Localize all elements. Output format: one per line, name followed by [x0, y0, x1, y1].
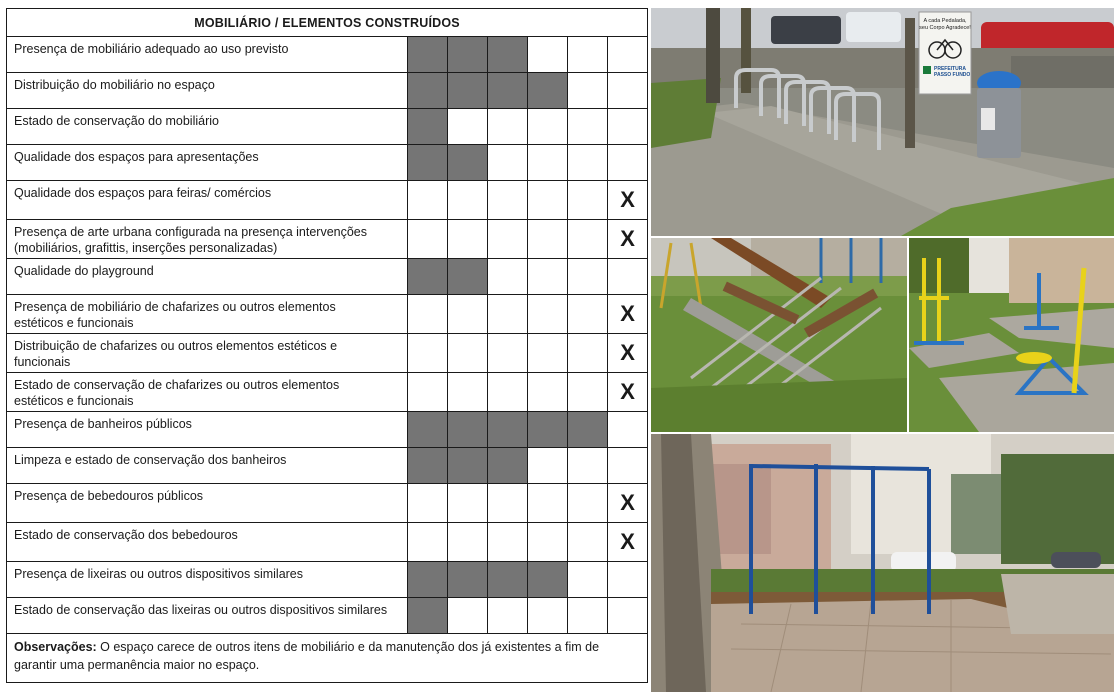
score-cell-filled: [488, 412, 528, 448]
table-row: [7, 484, 648, 523]
criterion-label: Estado de conservação dos bebedouros: [14, 528, 238, 542]
criterion-cell: [7, 523, 408, 562]
score-cell-empty: [608, 562, 648, 598]
score-cell-empty: [568, 295, 608, 334]
score-cell-empty: [608, 448, 648, 484]
score-cell-empty: [488, 484, 528, 523]
score-cell-empty: [568, 37, 608, 73]
score-cell-empty: [568, 181, 608, 220]
score-cell-empty: [528, 145, 568, 181]
criterion-cell: [7, 109, 408, 145]
score-cell-empty: [528, 109, 568, 145]
score-cell-empty: [488, 334, 528, 373]
score-cell-empty: [528, 181, 568, 220]
criterion-cell: [7, 334, 408, 373]
photo-outdoor-gym: [909, 238, 1114, 432]
score-cell-empty: [568, 562, 608, 598]
criterion-cell: [7, 295, 408, 334]
score-cell-filled: [408, 145, 448, 181]
score-cell-filled: [448, 562, 488, 598]
score-cell-filled: [568, 412, 608, 448]
criterion-cell: [7, 598, 408, 634]
table-row: [7, 295, 648, 334]
score-cell-empty: [528, 484, 568, 523]
score-cell-empty: [488, 181, 528, 220]
table-row: [7, 259, 648, 295]
score-cell-empty: [608, 109, 648, 145]
score-cell-filled: [408, 412, 448, 448]
criterion-cell: [7, 145, 408, 181]
criterion-cell: [7, 220, 408, 259]
score-cell-empty: [448, 484, 488, 523]
observations-cell: [7, 634, 648, 683]
criterion-label-continued: estéticos e funcionais: [14, 394, 134, 408]
table-row: [7, 412, 648, 448]
table-row: [7, 373, 648, 412]
criterion-label: Presença de mobiliário adequado ao uso previsto: [14, 42, 289, 56]
observations-text: O espaço carece de outros itens de mobiliário e da manutenção dos já existentes a fim de garantir uma permanência maior no espaço.: [14, 640, 600, 672]
score-cell-empty: [488, 145, 528, 181]
score-cell-empty: [568, 259, 608, 295]
criterion-label: Qualidade do playground: [14, 264, 154, 278]
score-cell-filled: [448, 448, 488, 484]
score-cell-empty: [528, 448, 568, 484]
score-cell-empty: [488, 373, 528, 412]
score-cell-empty: [528, 295, 568, 334]
score-cell-empty: [528, 373, 568, 412]
score-cell-filled: [528, 562, 568, 598]
score-cell-empty: [528, 334, 568, 373]
criterion-cell: [7, 448, 408, 484]
criterion-label: Presença de arte urbana configurada na presença intervenções: [14, 225, 368, 239]
score-cell-filled: [408, 598, 448, 634]
photo-bicycle-rack: [651, 8, 1114, 236]
score-cell-empty: [408, 523, 448, 562]
score-cell-filled: [408, 109, 448, 145]
criterion-cell: [7, 373, 408, 412]
criterion-label-continued: estéticos e funcionais: [14, 316, 134, 330]
sign-org-1: PREFEITURA: [934, 66, 966, 72]
criterion-label: Qualidade dos espaços para feiras/ comércios: [14, 186, 272, 200]
score-cell-empty: [528, 259, 568, 295]
not-applicable-mark: X: [608, 220, 648, 259]
table-row: [7, 523, 648, 562]
score-cell-empty: [608, 37, 648, 73]
score-cell-empty: [608, 598, 648, 634]
score-cell-filled: [528, 412, 568, 448]
score-cell-empty: [448, 220, 488, 259]
criterion-label: Presença de mobiliário de chafarizes ou outros elementos: [14, 300, 336, 314]
score-cell-filled: [488, 448, 528, 484]
score-cell-filled: [408, 37, 448, 73]
score-cell-empty: [568, 484, 608, 523]
score-cell-filled: [448, 145, 488, 181]
score-cell-empty: [568, 220, 608, 259]
photo-playground-bars: [651, 434, 1114, 692]
score-cell-empty: [448, 373, 488, 412]
criterion-label: Presença de lixeiras ou outros dispositivos similares: [14, 567, 304, 581]
score-cell-filled: [408, 562, 448, 598]
criterion-label: Presença de bebedouros públicos: [14, 489, 204, 503]
criterion-label: Estado de conservação de chafarizes ou outros elementos: [14, 378, 340, 392]
table-title: MOBILIÁRIO / ELEMENTOS CONSTRUÍDOS: [7, 9, 648, 37]
table-row: [7, 562, 648, 598]
observations-label: Observações:: [14, 640, 97, 654]
criterion-cell: [7, 412, 408, 448]
sign-org-2: PASSO FUNDO: [934, 72, 971, 78]
score-cell-filled: [408, 73, 448, 109]
score-cell-empty: [528, 598, 568, 634]
score-cell-empty: [448, 109, 488, 145]
criterion-cell: [7, 37, 408, 73]
score-cell-empty: [568, 448, 608, 484]
criterion-cell: [7, 73, 408, 109]
score-cell-empty: [408, 220, 448, 259]
score-cell-empty: [568, 145, 608, 181]
score-cell-filled: [488, 562, 528, 598]
not-applicable-mark: X: [608, 295, 648, 334]
table-row: [7, 334, 648, 373]
criterion-label: Presença de banheiros públicos: [14, 417, 192, 431]
score-cell-filled: [448, 73, 488, 109]
score-cell-filled: [408, 259, 448, 295]
score-cell-empty: [448, 295, 488, 334]
score-cell-empty: [568, 598, 608, 634]
score-cell-empty: [448, 598, 488, 634]
photo-broken-seesaw: [651, 238, 907, 432]
table-row: [7, 181, 648, 220]
criterion-label: Estado de conservação das lixeiras ou outros dispositivos similares: [14, 603, 388, 617]
observations-row: [7, 634, 648, 683]
score-cell-empty: [408, 295, 448, 334]
score-cell-empty: [568, 373, 608, 412]
score-cell-filled: [448, 412, 488, 448]
score-cell-filled: [488, 73, 528, 109]
score-cell-empty: [528, 523, 568, 562]
score-cell-empty: [488, 598, 528, 634]
table-row: [7, 73, 648, 109]
score-cell-filled: [488, 37, 528, 73]
score-cell-empty: [408, 334, 448, 373]
score-cell-filled: [528, 73, 568, 109]
score-cell-empty: [408, 181, 448, 220]
not-applicable-mark: X: [608, 181, 648, 220]
not-applicable-mark: X: [608, 334, 648, 373]
score-cell-empty: [408, 373, 448, 412]
criterion-label-continued: funcionais: [14, 355, 71, 369]
not-applicable-mark: X: [608, 484, 648, 523]
score-cell-empty: [568, 73, 608, 109]
table-header-row: [7, 9, 648, 37]
criterion-label: Estado de conservação do mobiliário: [14, 114, 219, 128]
criterion-label: Qualidade dos espaços para apresentações: [14, 150, 259, 164]
score-cell-empty: [568, 109, 608, 145]
score-cell-empty: [488, 259, 528, 295]
criterion-label: Distribuição do mobiliário no espaço: [14, 78, 215, 92]
criterion-cell: [7, 484, 408, 523]
score-cell-empty: [608, 259, 648, 295]
score-cell-empty: [528, 220, 568, 259]
sign-text-2: seu Corpo Agradece!: [919, 25, 971, 31]
score-cell-empty: [568, 523, 608, 562]
score-cell-empty: [608, 145, 648, 181]
not-applicable-mark: X: [608, 523, 648, 562]
table-row: [7, 37, 648, 73]
score-cell-empty: [448, 181, 488, 220]
table-row: [7, 145, 648, 181]
criterion-label: Limpeza e estado de conservação dos banheiros: [14, 453, 287, 467]
score-cell-filled: [448, 259, 488, 295]
table-row: [7, 220, 648, 259]
table-row: [7, 448, 648, 484]
criterion-cell: [7, 181, 408, 220]
score-cell-empty: [608, 412, 648, 448]
score-cell-filled: [448, 37, 488, 73]
criterion-cell: [7, 562, 408, 598]
score-cell-empty: [488, 109, 528, 145]
score-cell-empty: [568, 334, 608, 373]
criterion-label: Distribuição de chafarizes ou outros elementos estéticos e: [14, 339, 338, 353]
criterion-label-continued: (mobiliários, grafittis, inserções personalizadas): [14, 241, 278, 255]
score-cell-filled: [408, 448, 448, 484]
sign-text-1: A cada Pedalada,: [923, 18, 967, 24]
criterion-cell: [7, 259, 408, 295]
score-cell-empty: [448, 334, 488, 373]
score-cell-empty: [408, 484, 448, 523]
evaluation-table: [6, 8, 648, 683]
table-row: [7, 109, 648, 145]
score-cell-empty: [488, 523, 528, 562]
score-cell-empty: [488, 220, 528, 259]
score-cell-empty: [488, 295, 528, 334]
table-row: [7, 598, 648, 634]
evaluation-sheet: [6, 8, 647, 688]
score-cell-empty: [528, 37, 568, 73]
score-cell-empty: [448, 523, 488, 562]
not-applicable-mark: X: [608, 373, 648, 412]
score-cell-empty: [608, 73, 648, 109]
